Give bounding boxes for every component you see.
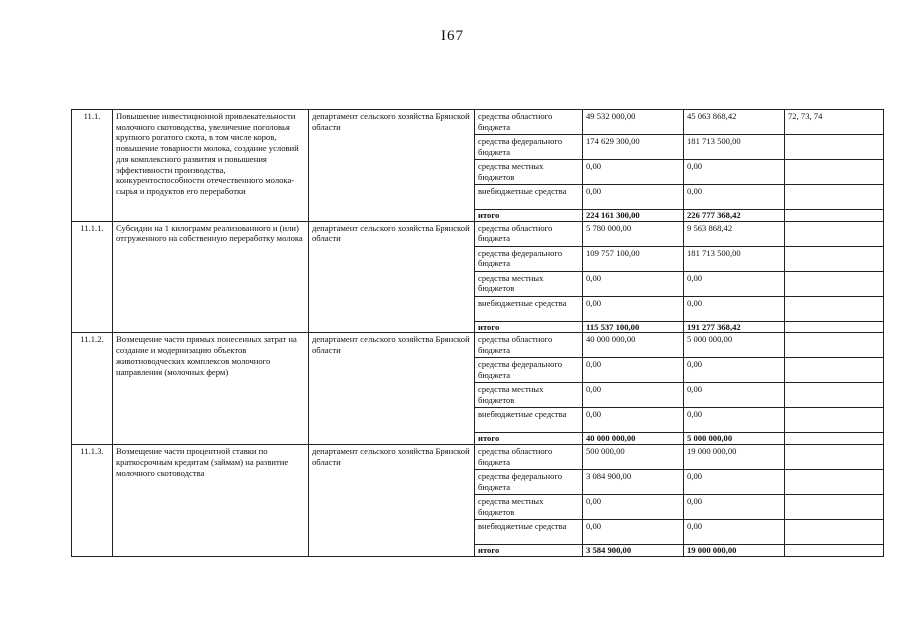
indicator-refs bbox=[785, 408, 884, 433]
planned-amount: 0,00 bbox=[583, 495, 684, 520]
funding-source: средства областного бюджета bbox=[475, 333, 583, 358]
indicator-refs bbox=[785, 445, 884, 470]
indicator-refs bbox=[785, 296, 884, 321]
indicator-refs bbox=[785, 520, 884, 545]
planned-amount: 500 000,00 bbox=[583, 445, 684, 470]
funding-source: средства федерального бюджета bbox=[475, 135, 583, 160]
actual-amount: 0,00 bbox=[684, 358, 785, 383]
actual-amount: 0,00 bbox=[684, 470, 785, 495]
actual-amount: 45 063 868,42 bbox=[684, 110, 785, 135]
funding-source: средства местных бюджетов bbox=[475, 495, 583, 520]
section-title: Повышение инвестиционной привлекательности молочного скотоводства, увеличение поголовья крупного рогатого скота, в том числе коров, повышение товарности молока, создание условий для комплексного развития и повышения эффективности производства, конкурентоспособности отечественного молока-сырья и продуктов его переработки bbox=[113, 110, 309, 222]
total-planned-amount: 224 161 300,00 bbox=[583, 210, 684, 222]
planned-amount: 0,00 bbox=[583, 383, 684, 408]
section-code: 11.1.1. bbox=[72, 221, 113, 333]
funding-row bbox=[72, 110, 884, 135]
funding-source: средства областного бюджета bbox=[475, 221, 583, 246]
funding-source: средства федерального бюджета bbox=[475, 358, 583, 383]
actual-amount: 0,00 bbox=[684, 408, 785, 433]
funding-row bbox=[72, 221, 884, 246]
budget-table bbox=[71, 109, 884, 557]
actual-amount: 0,00 bbox=[684, 185, 785, 210]
actual-amount: 0,00 bbox=[684, 383, 785, 408]
funding-source: средства федерального бюджета bbox=[475, 246, 583, 271]
funding-source: средства местных бюджетов bbox=[475, 271, 583, 296]
total-label: итого bbox=[475, 433, 583, 445]
indicator-refs bbox=[785, 221, 884, 246]
planned-amount: 0,00 bbox=[583, 185, 684, 210]
actual-amount: 5 000 000,00 bbox=[684, 333, 785, 358]
indicator-refs bbox=[785, 321, 884, 333]
funding-source: средства местных бюджетов bbox=[475, 383, 583, 408]
planned-amount: 0,00 bbox=[583, 408, 684, 433]
actual-amount: 181 713 500,00 bbox=[684, 135, 785, 160]
planned-amount: 5 780 000,00 bbox=[583, 221, 684, 246]
planned-amount: 0,00 bbox=[583, 358, 684, 383]
total-planned-amount: 40 000 000,00 bbox=[583, 433, 684, 445]
total-actual-amount: 191 277 368,42 bbox=[684, 321, 785, 333]
actual-amount: 0,00 bbox=[684, 271, 785, 296]
funding-source: средства федерального бюджета bbox=[475, 470, 583, 495]
indicator-refs bbox=[785, 495, 884, 520]
section-executor: департамент сельского хозяйства Брянской области bbox=[309, 333, 475, 445]
planned-amount: 3 084 900,00 bbox=[583, 470, 684, 495]
planned-amount: 0,00 bbox=[583, 296, 684, 321]
funding-source: внебюджетные средства bbox=[475, 185, 583, 210]
actual-amount: 181 713 500,00 bbox=[684, 246, 785, 271]
indicator-refs bbox=[785, 333, 884, 358]
funding-source: средства областного бюджета bbox=[475, 110, 583, 135]
planned-amount: 40 000 000,00 bbox=[583, 333, 684, 358]
funding-source: средства местных бюджетов bbox=[475, 160, 583, 185]
funding-row bbox=[72, 333, 884, 358]
planned-amount: 0,00 bbox=[583, 160, 684, 185]
total-actual-amount: 19 000 000,00 bbox=[684, 545, 785, 557]
actual-amount: 9 563 868,42 bbox=[684, 221, 785, 246]
indicator-refs bbox=[785, 246, 884, 271]
planned-amount: 109 757 100,00 bbox=[583, 246, 684, 271]
planned-amount: 0,00 bbox=[583, 271, 684, 296]
indicator-refs bbox=[785, 470, 884, 495]
section-code: 11.1. bbox=[72, 110, 113, 222]
indicator-refs bbox=[785, 135, 884, 160]
section-executor: департамент сельского хозяйства Брянской области bbox=[309, 221, 475, 333]
actual-amount: 0,00 bbox=[684, 520, 785, 545]
indicator-refs bbox=[785, 185, 884, 210]
section-executor: департамент сельского хозяйства Брянской области bbox=[309, 445, 475, 557]
total-label: итого bbox=[475, 321, 583, 333]
indicator-refs bbox=[785, 160, 884, 185]
section-code: 11.1.2. bbox=[72, 333, 113, 445]
page-number: I67 bbox=[441, 28, 464, 44]
total-planned-amount: 3 584 900,00 bbox=[583, 545, 684, 557]
actual-amount: 0,00 bbox=[684, 160, 785, 185]
indicator-refs bbox=[785, 545, 884, 557]
funding-row bbox=[72, 445, 884, 470]
funding-source: внебюджетные средства bbox=[475, 520, 583, 545]
total-planned-amount: 115 537 100,00 bbox=[583, 321, 684, 333]
total-actual-amount: 226 777 368,42 bbox=[684, 210, 785, 222]
funding-source: внебюджетные средства bbox=[475, 408, 583, 433]
total-actual-amount: 5 000 000,00 bbox=[684, 433, 785, 445]
section-executor: департамент сельского хозяйства Брянской области bbox=[309, 110, 475, 222]
actual-amount: 0,00 bbox=[684, 495, 785, 520]
total-label: итого bbox=[475, 545, 583, 557]
actual-amount: 0,00 bbox=[684, 296, 785, 321]
section-title: Возмещение части процентной ставки по краткосрочным кредитам (займам) на развитие молочного скотоводства bbox=[113, 445, 309, 557]
funding-source: средства областного бюджета bbox=[475, 445, 583, 470]
section-code: 11.1.3. bbox=[72, 445, 113, 557]
indicator-refs bbox=[785, 433, 884, 445]
funding-source: внебюджетные средства bbox=[475, 296, 583, 321]
actual-amount: 19 000 000,00 bbox=[684, 445, 785, 470]
indicator-refs: 72, 73, 74 bbox=[785, 110, 884, 135]
indicator-refs bbox=[785, 358, 884, 383]
indicator-refs bbox=[785, 383, 884, 408]
section-title: Возмещение части прямых понесенных затрат на создание и модернизацию объектов животноводческих комплексов молочного направления (молочных ферм) bbox=[113, 333, 309, 445]
indicator-refs bbox=[785, 271, 884, 296]
planned-amount: 174 629 300,00 bbox=[583, 135, 684, 160]
planned-amount: 49 532 000,00 bbox=[583, 110, 684, 135]
indicator-refs bbox=[785, 210, 884, 222]
section-title: Субсидии на 1 килограмм реализованного и (или) отгруженного на собственную переработку молока bbox=[113, 221, 309, 333]
planned-amount: 0,00 bbox=[583, 520, 684, 545]
total-label: итого bbox=[475, 210, 583, 222]
